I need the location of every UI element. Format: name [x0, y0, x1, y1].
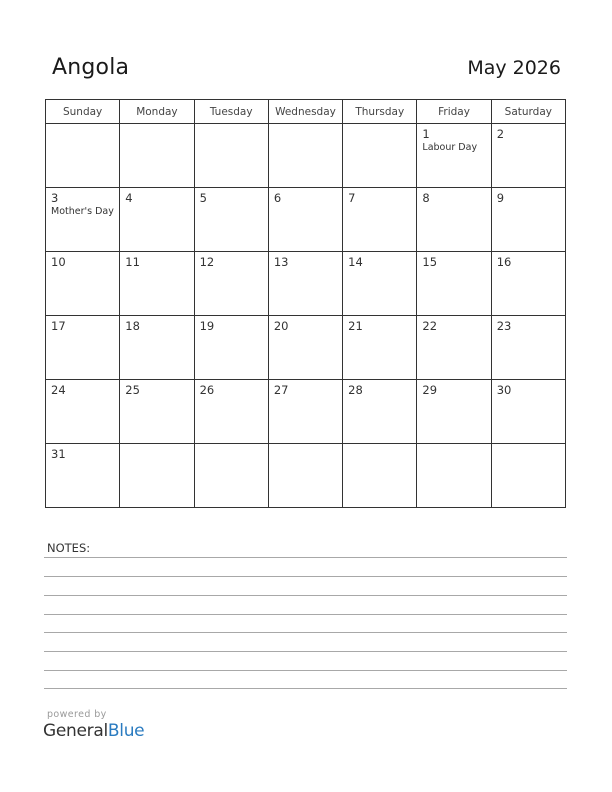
day-number: 22 [422, 319, 438, 333]
brand-blue-text: Blue [107, 721, 145, 741]
calendar-day-cell [120, 252, 194, 316]
country-title: Angola [52, 55, 130, 80]
calendar-day-cell [491, 316, 565, 380]
weekday-thursday: Thursday [343, 100, 417, 124]
weekday-monday: Monday [120, 100, 194, 124]
calendar-day-cell [268, 252, 342, 316]
calendar-day-cell [491, 124, 565, 188]
weekday-saturday: Saturday [491, 100, 565, 124]
calendar-week-row [46, 444, 566, 508]
calendar-day-cell [343, 444, 417, 508]
calendar-day-cell [268, 380, 342, 444]
day-number: 15 [422, 255, 438, 269]
powered-by-text: powered by [47, 709, 107, 720]
day-number: 28 [348, 383, 363, 397]
holiday-label: Mother's Day [51, 206, 114, 217]
weekday-header-row [46, 100, 566, 124]
day-number: 4 [125, 191, 133, 205]
note-line [44, 688, 567, 689]
day-number: 20 [273, 319, 289, 333]
month-title: May 2026 [467, 57, 561, 79]
day-number: 17 [51, 319, 66, 333]
calendar-day-cell [343, 380, 417, 444]
calendar-day-cell [417, 444, 491, 508]
calendar-day-cell [417, 188, 491, 252]
calendar-day-cell [491, 444, 565, 508]
note-line [44, 595, 567, 596]
note-line [44, 651, 567, 652]
day-number: 11 [125, 255, 140, 269]
note-line [44, 614, 567, 615]
day-number: 13 [273, 255, 289, 269]
day-number: 19 [199, 319, 215, 333]
calendar-day-cell [417, 380, 491, 444]
calendar-week-row [46, 316, 566, 380]
calendar-day-cell [343, 188, 417, 252]
day-number: 5 [199, 191, 207, 205]
day-number: 14 [348, 255, 363, 269]
note-line [44, 632, 567, 633]
calendar-week-row [46, 252, 566, 316]
weekday-tuesday: Tuesday [194, 100, 268, 124]
day-number: 3 [51, 191, 59, 205]
calendar-grid [45, 99, 566, 508]
day-number: 7 [348, 191, 356, 205]
day-number: 6 [273, 191, 282, 205]
calendar-week-row [46, 188, 566, 252]
calendar-day-cell [268, 188, 342, 252]
calendar-day-cell [46, 124, 120, 188]
day-number: 29 [422, 383, 438, 397]
calendar-day-cell [194, 380, 268, 444]
calendar-day-cell [268, 316, 342, 380]
day-number: 26 [199, 383, 215, 397]
day-number: 10 [51, 255, 66, 269]
weekday-sunday: Sunday [46, 100, 120, 124]
calendar-week-row [46, 380, 566, 444]
day-number: 30 [496, 383, 512, 397]
notes-label: NOTES: [47, 541, 91, 555]
calendar-day-cell [194, 444, 268, 508]
day-number: 18 [125, 319, 140, 333]
calendar-day-cell [194, 316, 268, 380]
calendar-day-cell [343, 124, 417, 188]
calendar-day-cell [417, 316, 491, 380]
calendar-day-cell [268, 124, 342, 188]
day-number: 1 [422, 127, 430, 141]
day-number: 24 [51, 383, 66, 397]
calendar-day-cell [343, 252, 417, 316]
note-line [44, 557, 567, 558]
day-number: 9 [496, 191, 505, 205]
weekday-wednesday: Wednesday [268, 100, 342, 124]
calendar-day-cell [46, 252, 120, 316]
calendar-week-row [46, 124, 566, 188]
calendar-day-cell [491, 188, 565, 252]
calendar-day-cell [491, 380, 565, 444]
note-line [44, 576, 567, 577]
note-line [44, 670, 567, 671]
calendar-day-cell [120, 444, 194, 508]
day-number: 25 [125, 383, 140, 397]
day-number: 16 [496, 255, 512, 269]
calendar-day-cell [417, 252, 491, 316]
calendar-day-cell [46, 316, 120, 380]
calendar-day-cell [46, 444, 120, 508]
day-number: 8 [422, 191, 430, 205]
calendar-day-cell [120, 316, 194, 380]
day-number: 23 [496, 319, 512, 333]
calendar-day-cell [491, 252, 565, 316]
day-number: 12 [199, 255, 215, 269]
calendar-day-cell [343, 316, 417, 380]
calendar-day-cell [120, 124, 194, 188]
calendar-day-cell [120, 188, 194, 252]
day-number: 21 [348, 319, 363, 333]
calendar-day-cell [46, 188, 120, 252]
day-number: 31 [51, 447, 66, 461]
calendar-day-cell [194, 124, 268, 188]
day-number: 2 [496, 127, 505, 141]
calendar-day-cell [194, 252, 268, 316]
brand-general-text: General [43, 721, 108, 741]
calendar-day-cell [417, 124, 491, 188]
weekday-friday: Friday [417, 100, 491, 124]
day-number: 27 [273, 383, 289, 397]
holiday-label: Labour Day [422, 142, 478, 153]
calendar-day-cell [46, 380, 120, 444]
calendar-day-cell [268, 444, 342, 508]
generalblue-logo [43, 721, 144, 741]
calendar-day-cell [194, 188, 268, 252]
calendar-day-cell [120, 380, 194, 444]
